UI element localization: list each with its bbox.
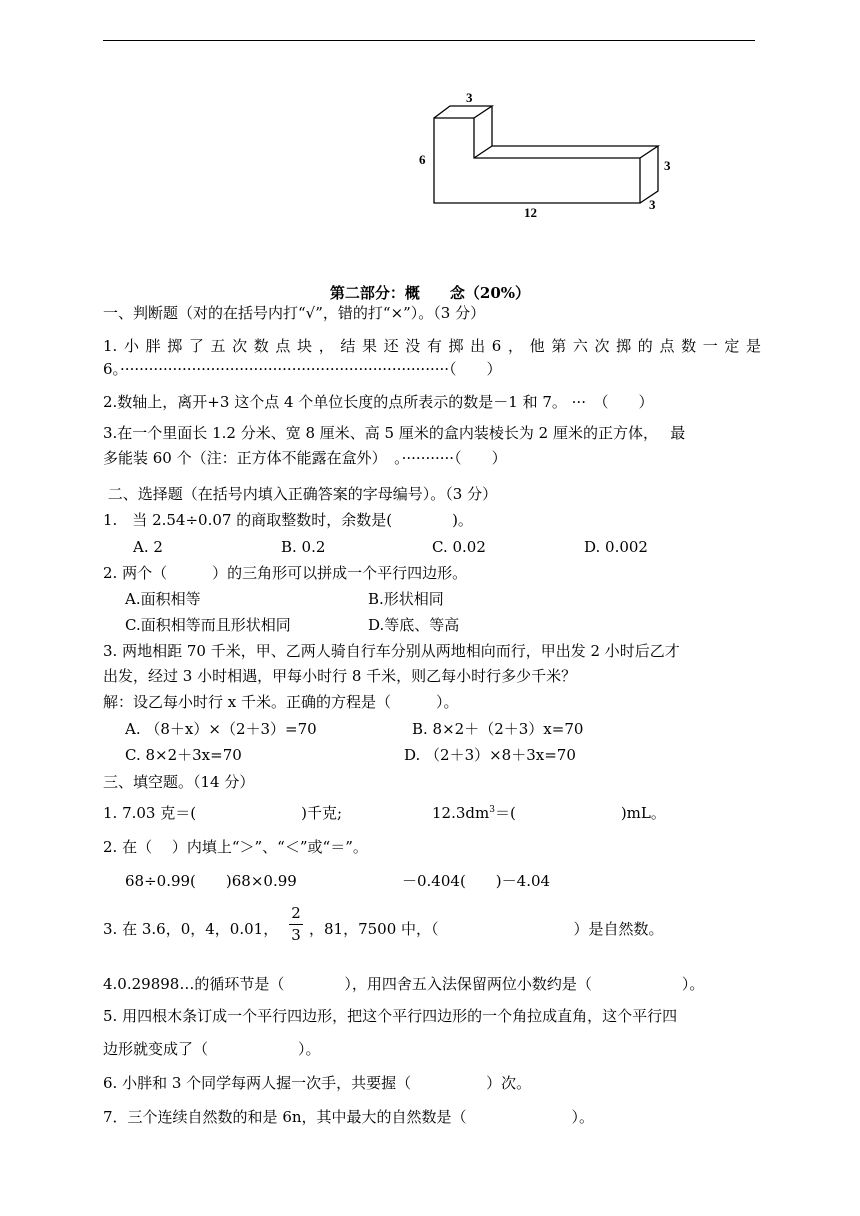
sec2-q1-option-a: A. 2 [133, 538, 163, 556]
sec3-q4: 4.0.29898…的循环节是（ ），用四舍五入法保留两位小数约是（ ）。 [103, 975, 705, 993]
header-rule [103, 40, 755, 41]
sec2-q1-option-c: C. 0.02 [432, 538, 486, 556]
sec3-heading: 三、填空题。（14 分） [103, 773, 255, 791]
sec2-q1-option-d: D. 0.002 [584, 538, 648, 556]
sec3-q3-pre: 3. 在 3.6，0，4，0.01， [103, 920, 279, 938]
sec1-heading: 一、判断题（对的在括号内打“√”，错的打“×”）。（3 分） [103, 304, 486, 322]
fraction-numerator: 2 [291, 904, 301, 922]
part2-title: 第二部分：概 念（20%） [329, 284, 531, 302]
sec3-q2: 2. 在（ ）内填上“＞”、“＜”或“＝”。 [103, 838, 368, 856]
fraction-denominator: 3 [291, 926, 301, 944]
figure-label-height: 6 [419, 152, 426, 167]
sec2-q1: 1. 当 2.54÷0.07 的商取整数时，余数是( )。 [103, 511, 473, 529]
sec3-q3-fraction [289, 906, 303, 943]
sec3-q1b-pre: 12.3dm [432, 804, 490, 822]
prism-top-right [474, 146, 658, 158]
sec2-q2: 2. 两个（ ）的三角形可以拼成一个平行四边形。 [103, 564, 468, 582]
sec2-q3-line2: 出发，经过 3 小时相遇，甲每小时行 8 千米，则乙每小时行多少千米？ [103, 667, 577, 685]
figure-label-depth: 3 [649, 197, 656, 212]
sec2-q3-option-a: A. （8＋x）×（2＋3）=70 [125, 720, 317, 738]
sec1-q3-line1: 3.在一个里面长 1.2 分米、宽 8 厘米、高 5 厘米的盒内装棱长为 2 厘米的正方体， 最 [103, 424, 686, 442]
sec3-q7: 7．三个连续自然数的和是 6n，其中最大的自然数是（ ）。 [103, 1108, 595, 1126]
sec2-heading: 二、选择题（在括号内填入正确答案的字母编号）。（3 分） [103, 485, 498, 503]
prism-right-side [640, 146, 658, 203]
sec3-q1b-sup: 3 [489, 805, 495, 815]
sec1-q1-line1: 1.小胖掷了五次数点块，结果还没有掷出6，他第六次掷的点数一定是 [103, 337, 761, 355]
sec3-q1b [432, 806, 666, 821]
sec3-q5-line1: 5. 用四根木条订成一个平行四边形，把这个平行四边形的一个角拉成直角，这个平行四 [103, 1007, 678, 1025]
sec2-q3-option-c: C. 8×2＋3x=70 [125, 746, 242, 764]
sec2-q1-option-b: B. 0.2 [281, 538, 326, 556]
sec1-q1-line2: 6。·····································································（ ） [103, 360, 502, 378]
figure-label-top: 3 [466, 90, 473, 105]
sec2-q2-option-a: A.面积相等 [125, 590, 201, 608]
sec3-q5-line2: 边形就变成了（ ）。 [103, 1040, 321, 1058]
sec2-q3-option-b: B. 8×2＋（2＋3）x=70 [412, 720, 584, 738]
sec2-q2-option-d: D.等底、等高 [368, 616, 460, 634]
sec2-q3-line3: 解：设乙每小时行 x 千米。正确的方程是（ ）。 [103, 693, 459, 711]
prism-front-face [434, 118, 640, 203]
sec2-q2-option-c: C.面积相等而且形状相同 [125, 616, 291, 634]
sec1-q2: 2.数轴上，离开+3 这个点 4 个单位长度的点所表示的数是－1 和 7。 ··· （ ） [103, 393, 654, 411]
sec3-q3-post: ，81，7500 中，（ ）是自然数。 [309, 920, 664, 938]
prism-top-left [434, 106, 492, 118]
sec3-q6: 6. 小胖和 3 个同学每两人握一次手，共要握（ ）次。 [103, 1074, 532, 1092]
sec3-q2a: 68÷0.99( )68×0.99 [125, 872, 297, 890]
sec3-q2b: －0.404( )－4.04 [402, 872, 551, 890]
sec2-q3-line1: 3. 两地相距 70 千米，甲、乙两人骑自行车分别从两地相向而行，甲出发 2 小时后乙才 [103, 642, 680, 660]
sec3-q1a: 1. 7.03 克＝( )千克; [103, 804, 343, 822]
sec1-q3-line2: 多能装 60 个（注：正方体不能露在盒外） 。···········（ ） [103, 449, 507, 467]
sec2-q3-option-d: D. （2＋3）×8＋3x=70 [404, 746, 576, 764]
figure-label-length: 12 [524, 205, 537, 220]
sec2-q2-option-b: B.形状相同 [368, 590, 444, 608]
sec3-q1b-post: ＝( )mL。 [494, 804, 666, 822]
fraction-bar [289, 924, 303, 925]
figure-label-right-height: 3 [664, 158, 671, 173]
l-shaped-prism-figure [410, 88, 680, 223]
